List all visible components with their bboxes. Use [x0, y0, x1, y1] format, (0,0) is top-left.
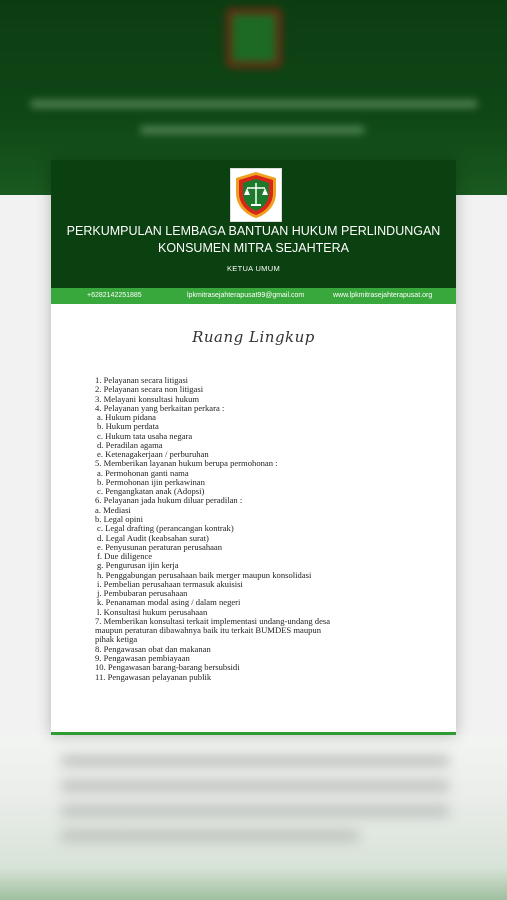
list-item: h. Penggabungan perusahaan baik merger maupun konsolidasi [97, 569, 312, 580]
position-subtitle: KETUA UMUM [226, 264, 280, 273]
list-item: 7. Memberikan konsultasi terkait implementasi undang-undang desa [95, 615, 331, 626]
letterhead [51, 160, 456, 288]
contact-bar [51, 288, 456, 304]
list-item: 8. Pengawasan obat dan makanan [95, 643, 211, 654]
list-item: a. Permohonan ganti nama [97, 467, 189, 478]
list-item: a. Mediasi [95, 504, 131, 515]
list-item: 4. Pelayanan yang berkaitan perkara : [95, 402, 225, 413]
list-item: k. Penanaman modal asing / dalam negeri [97, 597, 241, 608]
list-item: 5. Memberikan layanan hukum berupa permohonan : [95, 458, 278, 469]
list-item: 9. Pengawasan pembiayaan [95, 652, 190, 663]
phone-number: +6282142251885 [87, 292, 142, 299]
website-url: www.lpkmitrasejahterapusat.org [333, 292, 433, 299]
list-item: l. Konsultasi hukum perusahaan [97, 606, 208, 617]
blurred-text-line [30, 100, 478, 108]
list-item: e. Penyusunan peraturan perusahaan [97, 541, 223, 552]
blurred-text-line [140, 126, 365, 134]
organization-name-line2: KONSUMEN MITRA SEJAHTERA [158, 241, 349, 255]
shield-scales-icon [230, 168, 282, 222]
list-item: e. Ketenagakerjaan / perburuhan [97, 449, 209, 460]
organization-name [51, 223, 456, 257]
list-item: 2. Pelayanan secara non litigasi [95, 384, 204, 395]
list-item: d. Legal Audit (keabsahan surat) [97, 532, 209, 543]
list-item: 10. Pengawasan barang-barang bersubsidi [95, 662, 240, 673]
background-bottom-blur [0, 735, 507, 900]
list-item: c. Legal drafting (perancangan kontrak) [97, 523, 234, 534]
list-item: 6. Pelayanan jada hukum diluar peradilan : [95, 495, 243, 506]
list-item: f. Due diligence [97, 551, 153, 562]
list-item: d. Peradilan agama [97, 439, 163, 450]
list-item: b. Permohonan ijin perkawinan [97, 476, 205, 487]
organization-name-line1: PERKUMPULAN LEMBAGA BANTUAN HUKUM PERLINDUNGAN [66, 224, 441, 238]
list-item: 3. Melayani konsultasi hukum [95, 393, 200, 404]
list-item: i. Pembelian perusahaan termasuk akuisisi [97, 578, 243, 589]
blurred-text-line [60, 830, 360, 842]
email-address: lpkmitrasejahterapusat99@gmail.com [187, 292, 305, 299]
list-item: 1. Pelayanan secara litigasi [95, 375, 189, 385]
list-item: b. Hukum perdata [97, 421, 159, 432]
list-item: g. Pengurusan ijin kerja [97, 560, 179, 571]
list-item: c. Hukum tata usaha negara [97, 430, 193, 441]
list-item: pihak ketiga [95, 634, 138, 645]
list-item: a. Hukum pidana [97, 412, 156, 423]
list-item: maupun peraturan dibawahnya baik itu terkait BUMDES maupun [95, 625, 322, 636]
blurred-text-line [60, 780, 450, 792]
background-right [456, 195, 507, 735]
scope-list [95, 376, 425, 682]
list-item: c. Pengangkatan anak (Adopsi) [97, 486, 205, 497]
list-item: j. Pembubaran perusahaan [97, 588, 188, 599]
document-title: Ruang Lingkup [192, 328, 315, 346]
blurred-logo [226, 8, 282, 68]
list-item: b. Legal opini [95, 513, 143, 524]
document-page [51, 160, 456, 735]
list-item: 11. Pengawasan pelayanan publik [95, 671, 212, 682]
blurred-text-line [60, 755, 450, 767]
footer-divider [51, 732, 456, 735]
blurred-text-line [60, 805, 450, 817]
background-left [0, 195, 51, 735]
